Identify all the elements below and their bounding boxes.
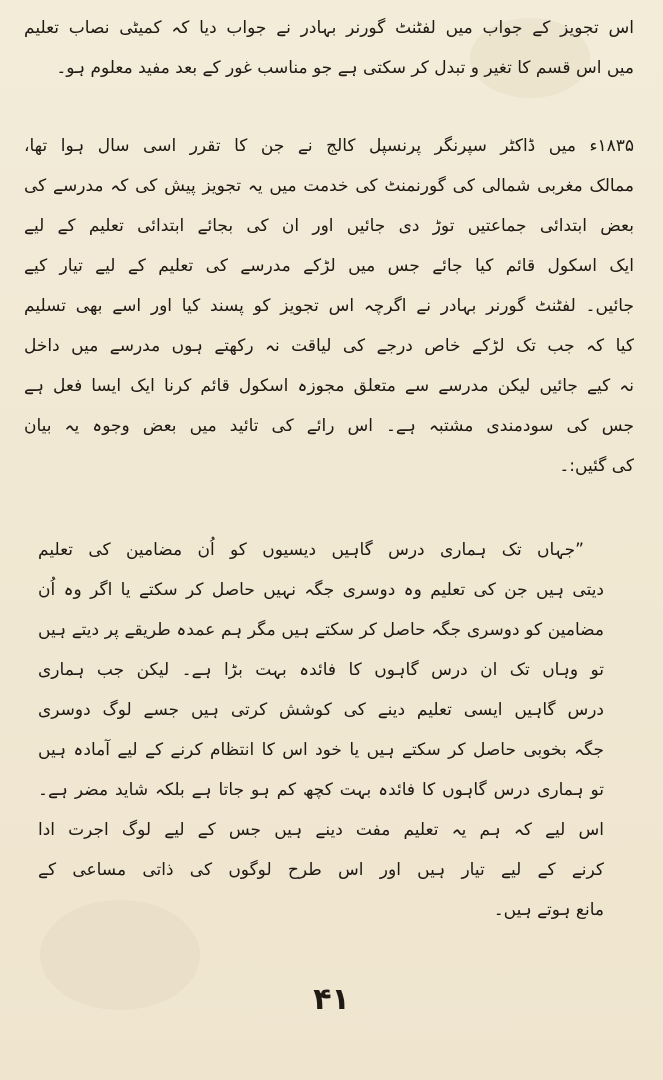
text-line: ”جہاں تک ہماری درس گاہیں دیسیوں کو اُن مضامین کی تعلیم [38, 540, 584, 560]
text-line: میں اس قسم کا تغیر و تبدل کر سکتی ہے جو مناسب غور کے بعد مفید معلوم ہو۔ [56, 58, 634, 78]
text-line: جائیں۔ لفٹنٹ گورنر بہادر نے اگرچہ اس تجویز کو پسند کیا اور اسے بھی تسلیم [24, 296, 634, 316]
quoted-passage [38, 530, 604, 930]
text-line: مضامین کو دوسری جگہ حاصل کر سکتے ہیں مگر ہم عمدہ طریقے پر دیتے ہیں [38, 620, 604, 640]
text-line: کیا کہ جب تک لڑکے خاص درجے کی لیاقت نہ رکھتے ہوں مدرسے میں داخل [24, 336, 634, 356]
text-line: بعض ابتدائی جماعتیں توڑ دی جائیں اور ان کی بجائے ابتدائی تعلیم کے لیے [24, 216, 634, 236]
text-line: اس لیے کہ ہم یہ تعلیم مفت دینے ہیں جس کے لیے لوگ اجرت ادا [38, 820, 604, 840]
text-line: درس گاہیں ایسی تعلیم دینے کی کوشش کرتی ہیں جسے لوگ دوسری [38, 700, 604, 720]
paragraph-1 [24, 8, 634, 88]
text-line: تو ہماری درس گاہوں کا فائدہ بہت کچھ کم ہو جاتا ہے بلکہ شاید مضر ہے۔ [38, 780, 604, 800]
page-number: ۴۱ [313, 982, 350, 1017]
text-line: ایک اسکول قائم کیا جائے جس میں لڑکے مدرسے کی تعلیم کے لیے تیار کیے [24, 256, 634, 276]
text-line: دیتی ہیں جن کی تعلیم وہ دوسری جگہ نہیں حاصل کر سکتے یا اگر وہ اُن [38, 580, 604, 600]
text-line: ممالک مغربی شمالی کی گورنمنٹ کی خدمت میں یہ تجویز پیش کی کہ مدرسے کی [24, 176, 634, 196]
text-line: جس کی سودمندی مشتبہ ہے۔ اس رائے کی تائید میں بعض وجوہ یہ بیان [24, 416, 634, 436]
text-line: تو وہاں تک ان درس گاہوں کا فائدہ بہت بڑا ہے۔ لیکن جب ہماری [38, 660, 604, 680]
text-line: جگہ بخوبی حاصل کر سکتے ہیں یا خود اس کا انتظام کرنے کے لیے آمادہ ہیں [38, 740, 604, 760]
paragraph-2 [24, 126, 634, 486]
text-line: اس تجویز کے جواب میں لفٹنٹ گورنر بہادر نے جواب دیا کہ کمیٹی نصاب تعلیم [24, 18, 634, 38]
text-line: ۱۸۳۵ء میں ڈاکٹر سپرنگر پرنسپل کالج نے جن کا تقرر اسی سال ہوا تھا، [24, 136, 634, 156]
text-line: مانع ہوتے ہیں۔ [493, 900, 604, 920]
text-line: کرنے کے لیے تیار ہیں اور اس طرح لوگوں کی ذاتی مساعی کے [38, 860, 604, 880]
text-line: کی گئیں:۔ [559, 456, 634, 476]
text-line: نہ کیے جائیں لیکن مدرسے سے متعلق مجوزہ اسکول قائم کرنا ایک ایسا فعل ہے [24, 376, 634, 396]
